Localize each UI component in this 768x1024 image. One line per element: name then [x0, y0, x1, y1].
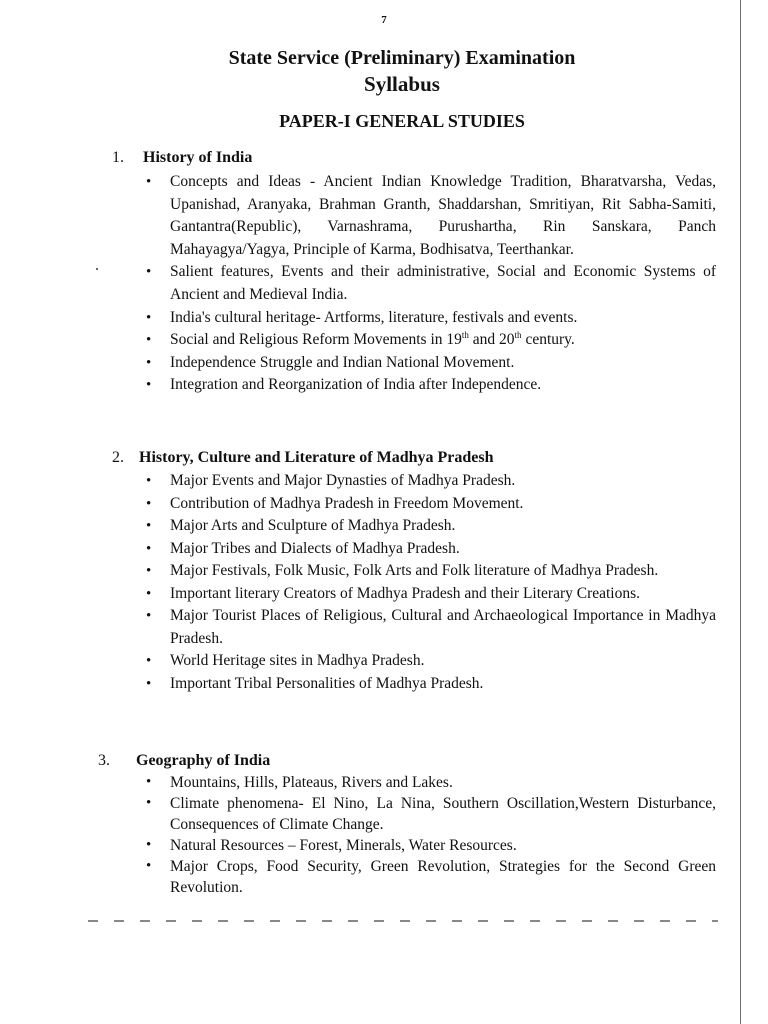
list-item — [0, 856, 716, 898]
item-text-pre: Social and Religious Reform Movements in 19 — [170, 331, 462, 349]
item-text: Major Events and Major Dynasties of Madhya Pradesh. — [170, 472, 516, 489]
item-text: Mountains, Hills, Plateaus, Rivers and Lakes. — [170, 774, 453, 791]
list-item — [0, 261, 716, 306]
list-item — [0, 329, 716, 352]
list-item — [0, 307, 716, 330]
bullet-icon: • — [146, 309, 152, 326]
list-item — [0, 171, 716, 261]
list-item — [0, 374, 716, 397]
scan-dashed-line — [88, 920, 718, 922]
bullet-icon: • — [146, 608, 152, 624]
item-text: Natural Resources – Forest, Minerals, Water Resources. — [170, 837, 517, 854]
section-number: 2. — [112, 449, 124, 466]
item-text-post: century. — [521, 331, 575, 349]
item-text: Contribution of Madhya Pradesh in Freedom Movement. — [170, 494, 524, 512]
list-item — [0, 352, 716, 375]
item-text: Independence Struggle and Indian National Movement. — [170, 353, 515, 371]
item-text: Salient features, Events and their administrative, Social and Economic Systems of Ancient and Medieval India. — [170, 263, 716, 303]
page-number: 7 — [381, 14, 387, 26]
item-text: Important Tribal Personalities of Madhya Pradesh. — [170, 674, 484, 692]
section-number: 3. — [98, 752, 110, 769]
bullet-icon: • — [146, 264, 152, 281]
list-item — [0, 673, 716, 696]
section-heading: History, Culture and Literature of Madhya Pradesh — [139, 449, 494, 466]
bullet-icon: • — [146, 858, 152, 874]
superscript-th: th — [514, 330, 522, 340]
bullet-icon: • — [146, 473, 152, 489]
list-item — [0, 583, 716, 606]
item-text: Integration and Reorganization of India after Independence. — [170, 376, 542, 394]
item-text: Important literary Creators of Madhya Pradesh and their Literary Creations. — [170, 584, 641, 602]
item-text: Concepts and Ideas - Ancient Indian Knowledge Tradition, Bharatvarsha, Vedas, Upanishad, Aranyaka, Brahman Granth, Shaddarshan, Smritiyan, Rit Sabha-Samiti, Gantantra(Republic), Varnashrama, Purushartha, Rin Sanskara, Panch Mahayagya/Yagya, Principle of Karma, Bodhisatva, Teerthankar. — [170, 173, 716, 258]
section-item-list — [0, 171, 768, 397]
bullet-icon: • — [146, 495, 152, 512]
item-text-mid: and 20 — [468, 331, 515, 349]
list-item — [0, 835, 716, 856]
syllabus-title: Syllabus — [364, 72, 440, 96]
bullet-icon: • — [146, 585, 152, 602]
section-number: 1. — [112, 149, 124, 166]
item-text: World Heritage sites in Madhya Pradesh. — [170, 652, 425, 669]
item-text: Major Tribes and Dialects of Madhya Pradesh. — [170, 539, 460, 557]
superscript-th: th — [461, 330, 469, 340]
bullet-icon: • — [146, 774, 152, 790]
list-item — [0, 793, 716, 835]
item-text: Major Festivals, Folk Music, Folk Arts and Folk literature of Madhya Pradesh. — [170, 562, 659, 579]
item-text: India's cultural heritage- Artforms, literature, festivals and events. — [170, 308, 578, 326]
bullet-icon: • — [146, 795, 152, 811]
bullet-icon: • — [146, 354, 152, 371]
item-text: Major Crops, Food Security, Green Revolution, Strategies for the Second Green Revolution. — [170, 858, 716, 896]
list-item — [0, 772, 716, 793]
list-item — [0, 538, 716, 561]
list-item — [0, 605, 716, 650]
section-item-list — [0, 772, 768, 898]
bullet-icon: • — [146, 653, 152, 669]
paper-title: PAPER-I GENERAL STUDIES — [279, 111, 525, 131]
bullet-icon: • — [146, 540, 152, 557]
item-text: Major Arts and Sculpture of Madhya Pradesh. — [170, 517, 456, 534]
exam-title: State Service (Preliminary) Examination — [228, 47, 576, 69]
section-item-list — [0, 470, 768, 695]
bullet-icon: • — [146, 174, 152, 190]
bullet-icon: • — [146, 837, 152, 853]
item-text: Climate phenomena- El Nino, La Nina, Southern Oscillation,Western Disturbance, Consequences of Climate Change. — [170, 795, 716, 833]
list-item — [0, 560, 716, 583]
list-item — [0, 515, 716, 538]
bullet-icon: • — [146, 377, 152, 394]
list-item — [0, 470, 716, 493]
section-heading: Geography of India — [136, 752, 271, 769]
bullet-icon: • — [146, 563, 152, 579]
bullet-icon: • — [146, 518, 152, 534]
bullet-icon: • — [146, 332, 152, 349]
list-item — [0, 493, 716, 516]
item-text: Major Tourist Places of Religious, Cultural and Archaeological Importance in Madhya Pradesh. — [170, 607, 716, 647]
bullet-icon: • — [146, 675, 152, 692]
list-item — [0, 650, 716, 673]
section-heading: History of India — [143, 149, 253, 166]
